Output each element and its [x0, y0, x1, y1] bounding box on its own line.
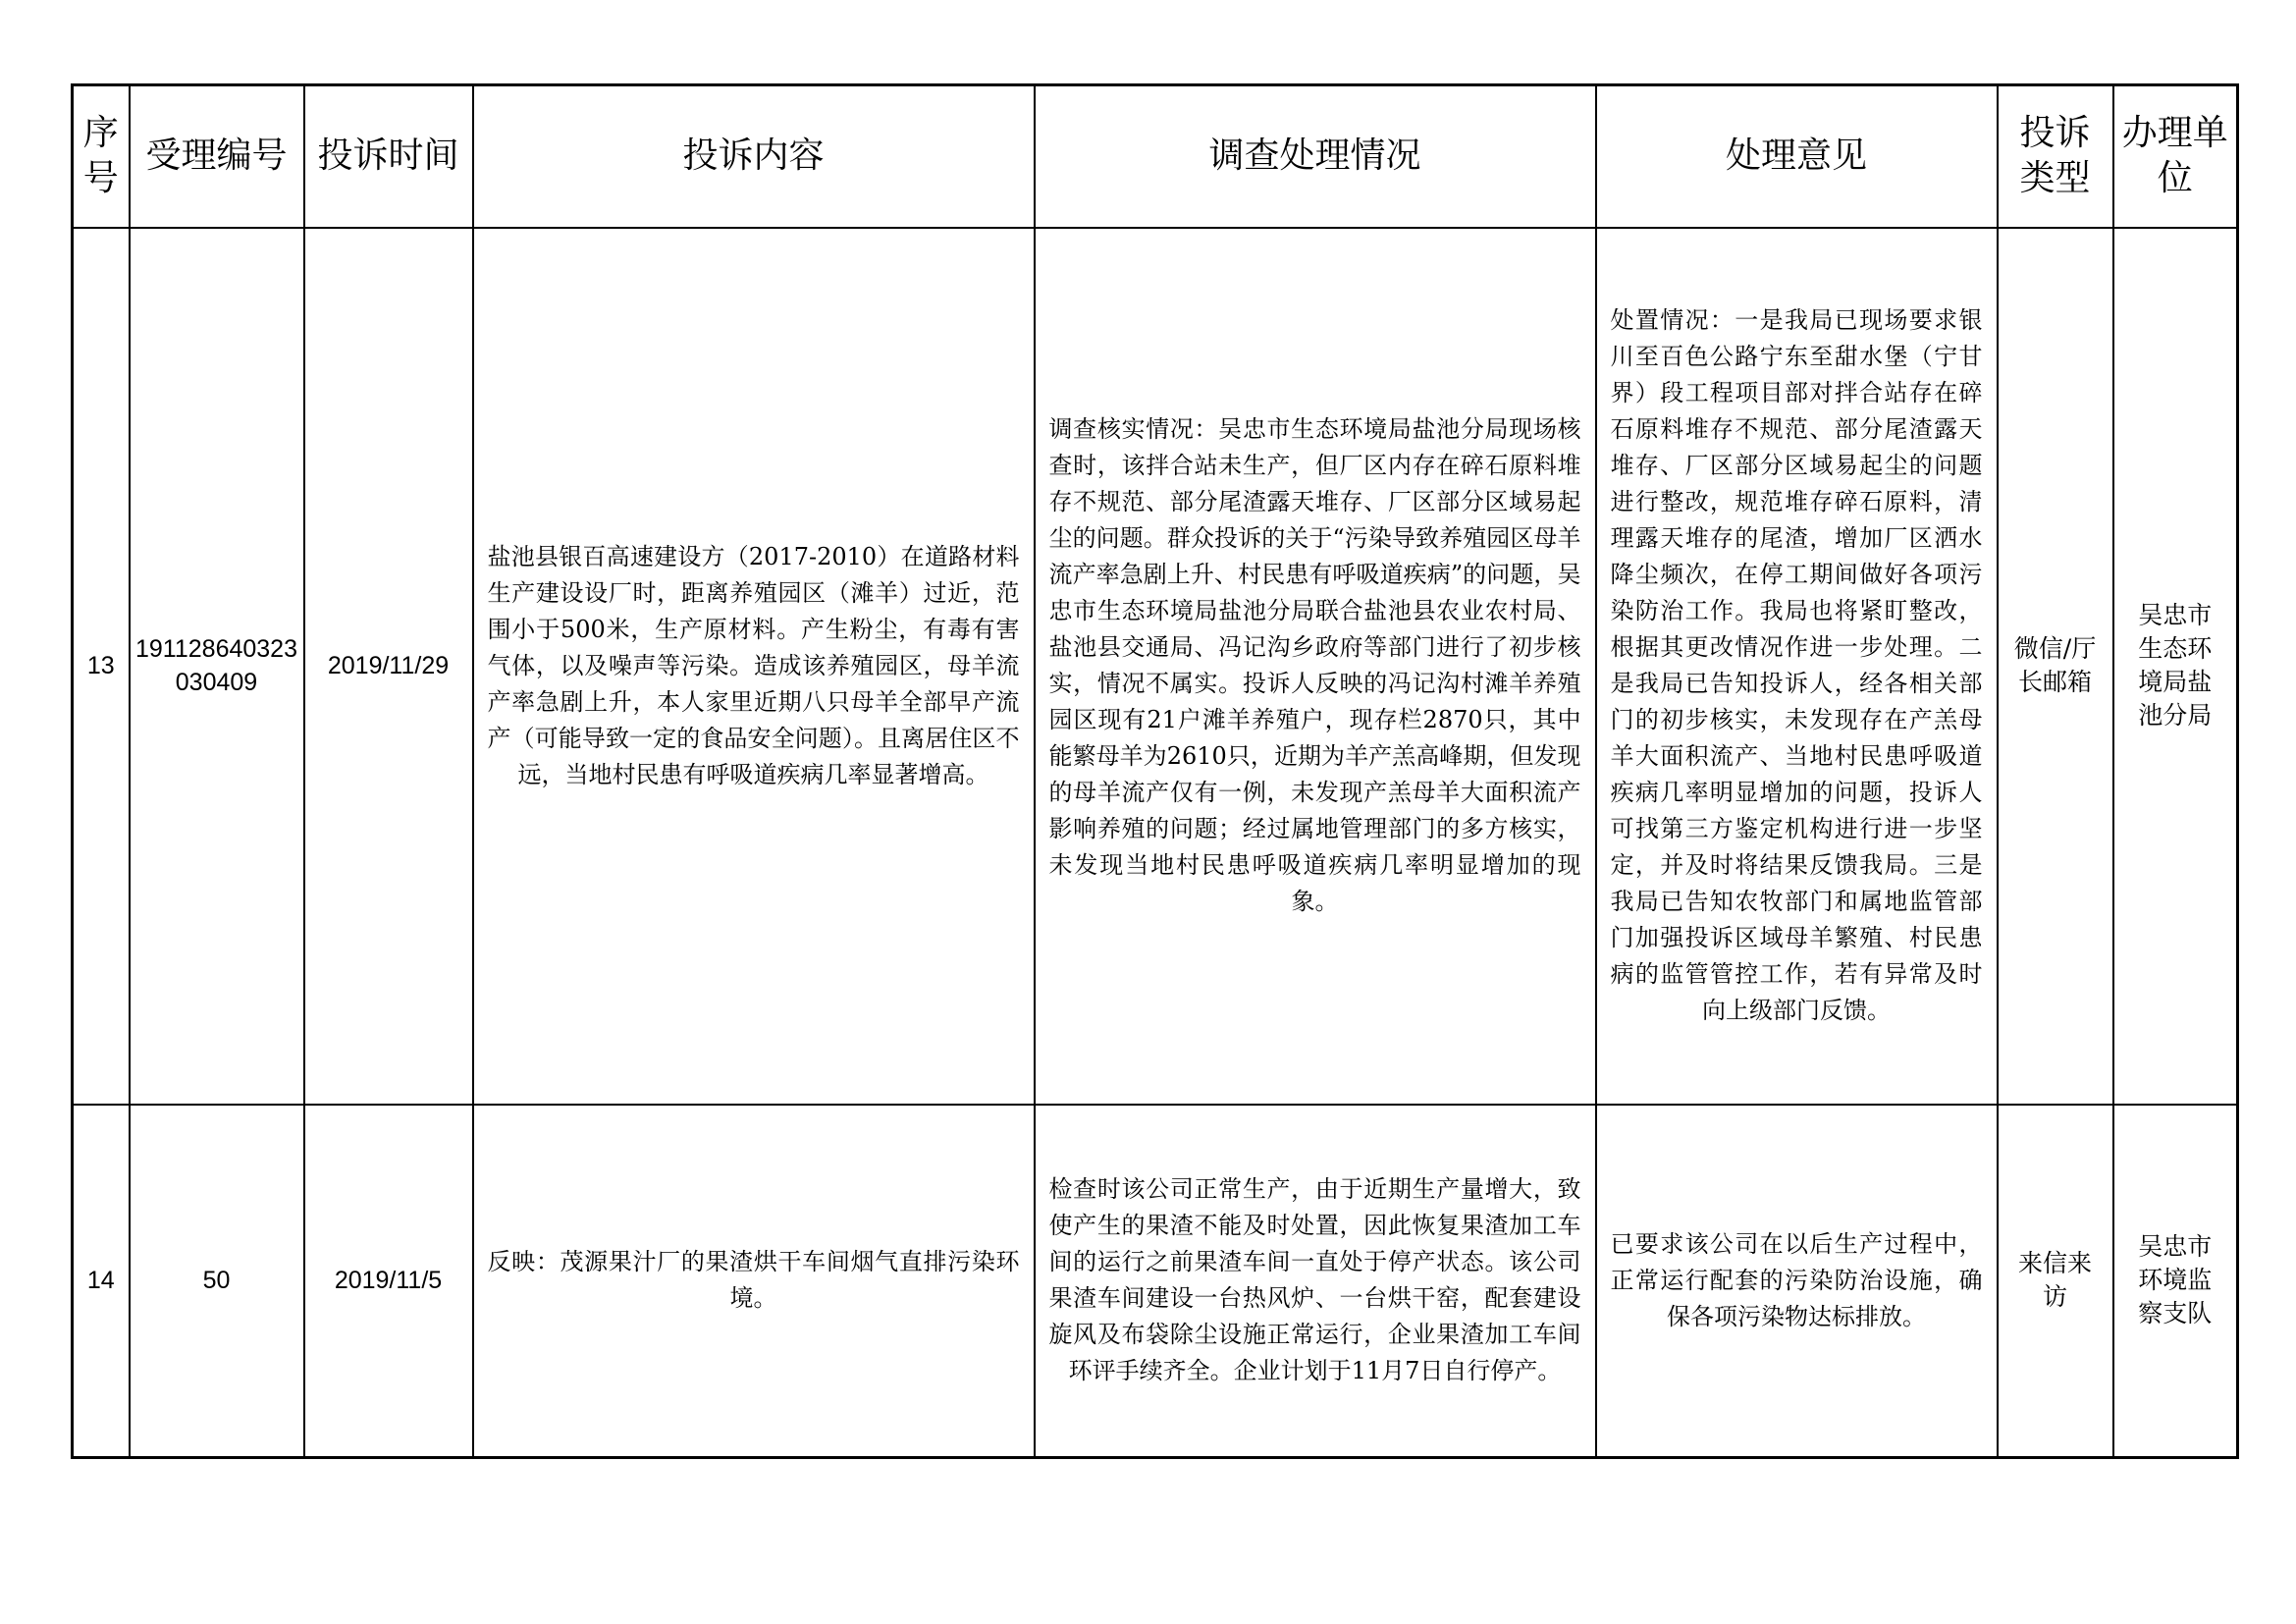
header-opinion: 处理意见 [1596, 85, 1998, 228]
header-row [73, 85, 2238, 228]
header-content: 投诉内容 [473, 85, 1035, 228]
header-time: 投诉时间 [304, 85, 473, 228]
row-content: 盐池县银百高速建设方（2017-2010）在道路材料生产建设设厂时，距离养殖园区（滩羊）过近，范围小于500米，生产原材料。产生粉尘，有毒有害气体，以及噪声等污染。造成该养殖园区，母羊流产率急剧上升，本人家里近期八只母羊全部早产流产（可能导致一定的食品安全问题）。且离居住区不远，当地村民患有呼吸道疾病几率显著增高。 [473, 228, 1035, 1105]
row-time: 2019/11/29 [304, 228, 473, 1105]
table-row [73, 1105, 2238, 1458]
header-unit: 办理单位 [2113, 85, 2238, 228]
row-type: 微信/厅长邮箱 [1998, 228, 2113, 1105]
header-investigation: 调查处理情况 [1035, 85, 1596, 228]
complaint-table [71, 83, 2239, 1459]
row-opinion: 已要求该公司在以后生产过程中，正常运行配套的污染防治设施，确保各项污染物达标排放。 [1596, 1105, 1998, 1458]
header-type: 投诉类型 [1998, 85, 2113, 228]
row-unit: 吴忠市生态环境局盐池分局 [2113, 228, 2238, 1105]
row-id: 191128640323030409 [130, 228, 304, 1105]
row-investigation: 调查核实情况：吴忠市生态环境局盐池分局现场核查时，该拌合站未生产，但厂区内存在碎石原料堆存不规范、部分尾渣露天堆存、厂区部分区域易起尘的问题。群众投诉的关于“污染导致养殖园区母羊流产率急剧上升、村民患有呼吸道疾病”的问题，吴忠市生态环境局盐池分局联合盐池县农业农村局、盐池县交通局、冯记沟乡政府等部门进行了初步核实，情况不属实。投诉人反映的冯记沟村滩羊养殖园区现有21户滩羊养殖户，现存栏2870只，其中能繁母羊为2610只，近期为羊产羔高峰期，但发现的母羊流产仅有一例，未发现产羔母羊大面积流产影响养殖的问题；经过属地管理部门的多方核实，未发现当地村民患呼吸道疾病几率明显增加的现象。 [1035, 228, 1596, 1105]
row-type: 来信来访 [1998, 1105, 2113, 1458]
row-seq: 13 [73, 228, 130, 1105]
header-seq: 序号 [73, 85, 130, 228]
table-row [73, 228, 2238, 1105]
row-seq: 14 [73, 1105, 130, 1458]
row-content: 反映：茂源果汁厂的果渣烘干车间烟气直排污染环境。 [473, 1105, 1035, 1458]
row-id: 50 [130, 1105, 304, 1458]
row-time: 2019/11/5 [304, 1105, 473, 1458]
header-id: 受理编号 [130, 85, 304, 228]
row-opinion: 处置情况：一是我局已现场要求银川至百色公路宁东至甜水堡（宁甘界）段工程项目部对拌合站存在碎石原料堆存不规范、部分尾渣露天堆存、厂区部分区域易起尘的问题进行整改，规范堆存碎石原料，清理露天堆存的尾渣，增加厂区洒水降尘频次，在停工期间做好各项污染防治工作。我局也将紧盯整改，根据其更改情况作进一步处理。二是我局已告知投诉人，经各相关部门的初步核实，未发现存在产羔母羊大面积流产、当地村民患呼吸道疾病几率明显增加的问题，投诉人可找第三方鉴定机构进行进一步坚定，并及时将结果反馈我局。三是我局已告知农牧部门和属地监管部门加强投诉区域母羊繁殖、村民患病的监管管控工作，若有异常及时向上级部门反馈。 [1596, 228, 1998, 1105]
row-unit: 吴忠市环境监察支队 [2113, 1105, 2238, 1458]
row-investigation: 检查时该公司正常生产，由于近期生产量增大，致使产生的果渣不能及时处置，因此恢复果渣加工车间的运行之前果渣车间一直处于停产状态。该公司果渣车间建设一台热风炉、一台烘干窑，配套建设旋风及布袋除尘设施正常运行，企业果渣加工车间环评手续齐全。企业计划于11月7日自行停产。 [1035, 1105, 1596, 1458]
